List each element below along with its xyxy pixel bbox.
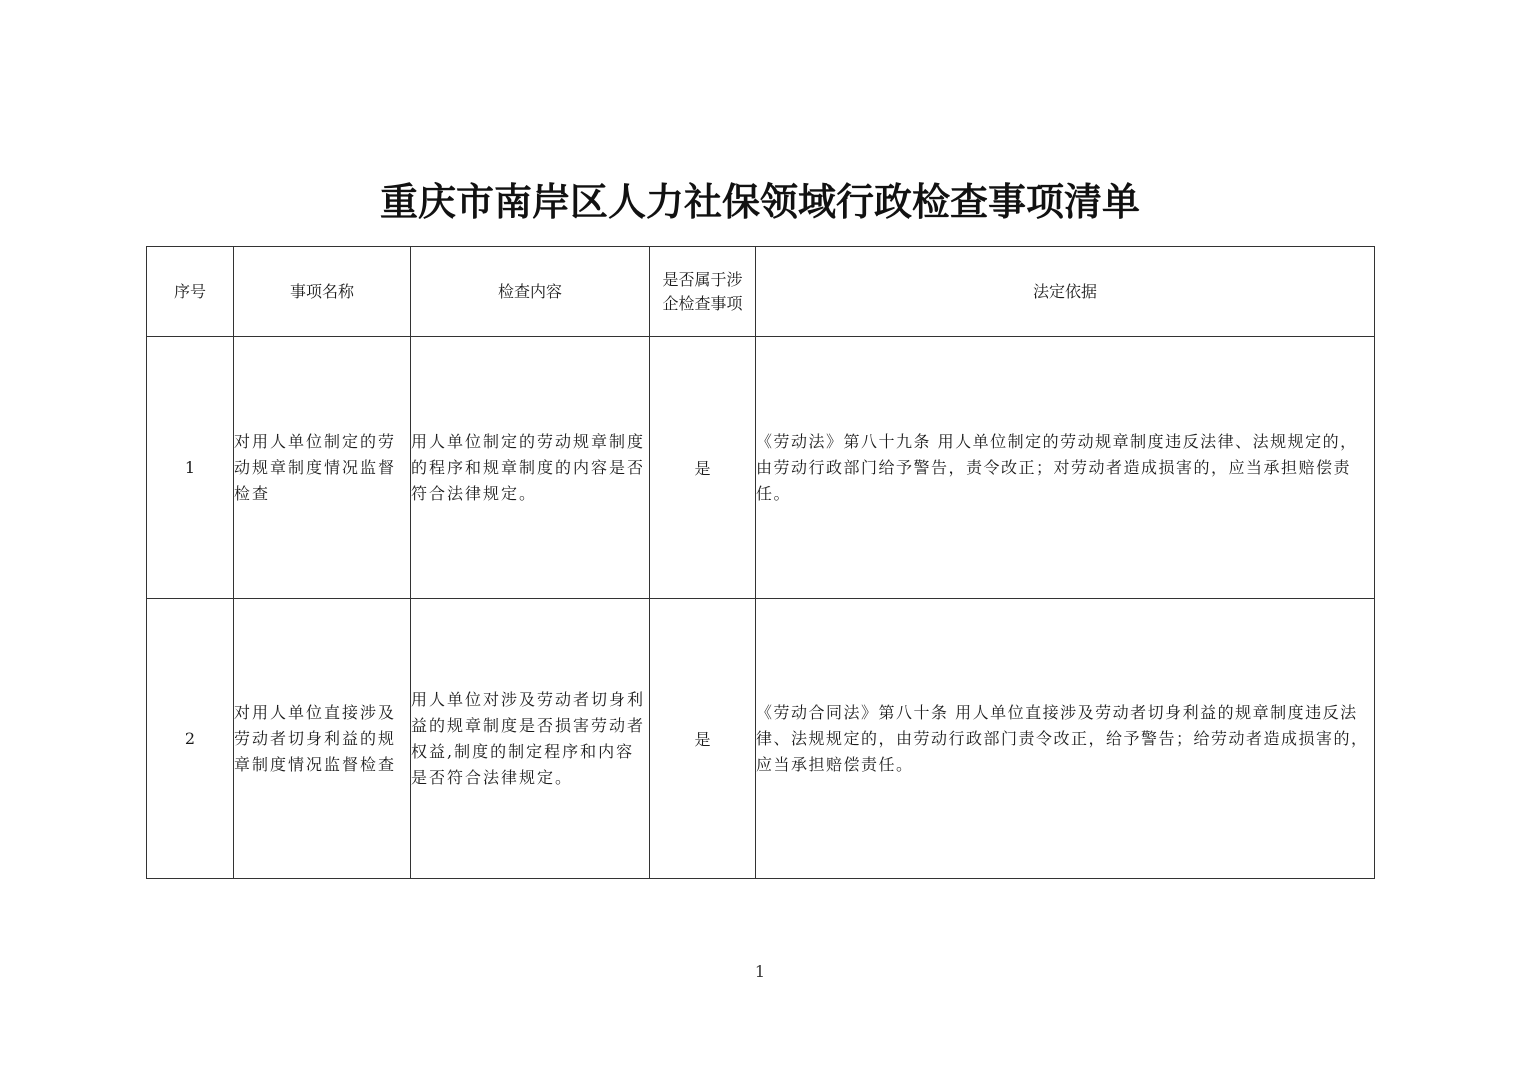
row-legal-basis: 《劳动法》第八十九条 用人单位制定的劳动规章制度违反法律、法规规定的，由劳动行政部门给予警告，责令改正；对劳动者造成损害的，应当承担赔偿责任。: [756, 337, 1375, 599]
inspection-checklist-table: [146, 246, 1375, 879]
page-number: 1: [754, 962, 766, 981]
header-legal-basis: 法定依据: [756, 247, 1375, 337]
row-enterprise-flag: 是: [650, 337, 756, 599]
row-seq: 2: [147, 599, 234, 879]
row-item-name: 对用人单位直接涉及劳动者切身利益的规章制度情况监督检查: [234, 599, 411, 879]
row-item-name: 对用人单位制定的劳动规章制度情况监督检查: [234, 337, 411, 599]
row-inspection-content: 用人单位制定的劳动规章制度的程序和规章制度的内容是否符合法律规定。: [411, 337, 650, 599]
header-enterprise-related: [650, 247, 756, 337]
header-seq: 序号: [147, 247, 234, 337]
table-header-row: [147, 247, 1375, 337]
row-legal-basis: 《劳动合同法》第八十条 用人单位直接涉及劳动者切身利益的规章制度违反法律、法规规定的，由劳动行政部门责令改正，给予警告；给劳动者造成损害的，应当承担赔偿责任。: [756, 599, 1375, 879]
header-item-name: 事项名称: [234, 247, 411, 337]
header-inspection-content: 检查内容: [411, 247, 650, 337]
page-title: 重庆市南岸区人力社保领域行政检查事项清单: [379, 179, 1140, 224]
header-enterprise-related-text: 是否属于涉企检查事项: [662, 269, 743, 313]
row-enterprise-flag: 是: [650, 599, 756, 879]
table-row: [147, 337, 1375, 599]
row-seq: 1: [147, 337, 234, 599]
table-row: [147, 599, 1375, 879]
row-inspection-content: 用人单位对涉及劳动者切身利益的规章制度是否损害劳动者权益,制度的制定程序和内容是否符合法律规定。: [411, 599, 650, 879]
